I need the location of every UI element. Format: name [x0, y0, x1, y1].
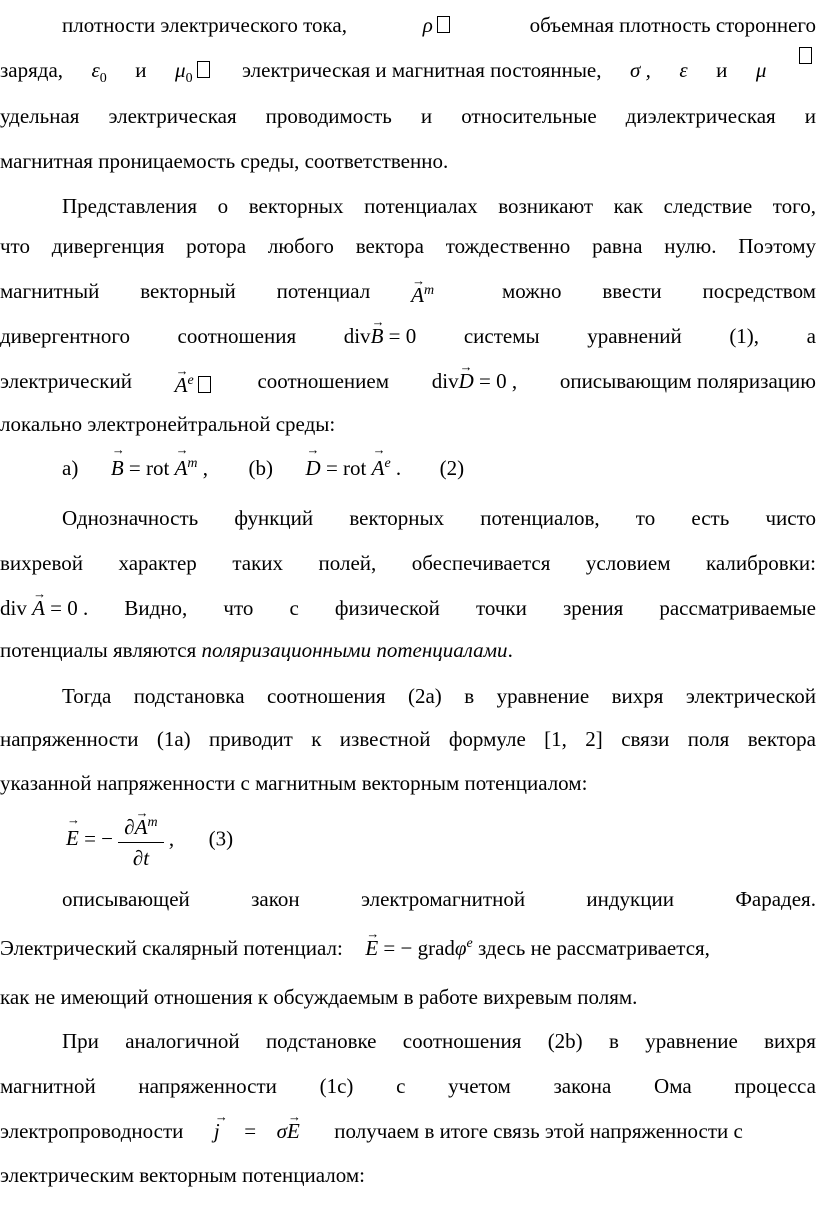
equation-2 — [62, 456, 464, 481]
text-line — [62, 1018, 816, 1064]
text-span: то — [635, 506, 656, 530]
text-line: Представления о векторных потенциалах возникают как следствие того, — [62, 194, 816, 218]
text-span: с — [396, 1074, 406, 1098]
text-line — [0, 47, 816, 93]
vector-symbol: → A — [32, 585, 45, 631]
text-span: вихря — [764, 1029, 816, 1053]
missing-glyph-icon — [198, 376, 211, 393]
text-span: получаем в итоге связь этой напряженности с — [334, 1119, 743, 1143]
vector-symbol: → A — [175, 362, 188, 408]
math-operator: = — [244, 1119, 257, 1143]
text-span: Ома — [654, 1074, 692, 1098]
math-symbol: σ — [276, 1119, 287, 1143]
vector-symbol: → D — [306, 456, 321, 481]
text-span: Фарадея. — [735, 887, 816, 911]
text-span: аналогичной — [125, 1029, 240, 1053]
equation-number: (3) — [208, 826, 234, 851]
text-span: описывающей — [62, 887, 190, 911]
text-line — [0, 585, 816, 631]
text-line — [0, 1063, 816, 1109]
text-span: электропроводности — [0, 1119, 184, 1143]
text-line: Тогда подстановка соотношения (2а) в уравнение вихря электрической — [62, 684, 816, 708]
math-operator: div — [343, 324, 371, 348]
punctuation: , — [202, 456, 209, 480]
missing-glyph-icon — [799, 47, 812, 64]
math-operator: = − — [84, 826, 114, 851]
equation-number: (2) — [439, 456, 465, 480]
partial-symbol: ∂ — [124, 815, 135, 839]
text-span: есть — [691, 506, 730, 530]
math-symbol: μ — [175, 58, 186, 82]
text-line — [0, 313, 816, 359]
text-span: здесь не рассматривается, — [478, 936, 710, 960]
vector-symbol: → B — [111, 456, 124, 481]
math-symbol: σ , — [630, 58, 651, 82]
text-span: напряженности — [138, 1074, 277, 1098]
math-operator: = 0 — [388, 324, 417, 348]
text-line — [0, 1108, 816, 1154]
text-span: потенциалов, — [480, 506, 600, 530]
text-span: соотношения — [402, 1029, 522, 1053]
math-symbol: ε — [679, 58, 688, 82]
text-span: процесса — [734, 1074, 816, 1098]
text-line: напряженности (1а) приводит к известной формуле [1, 2] связи поля вектора — [0, 727, 816, 751]
math-symbol: ε — [91, 58, 100, 82]
fraction-numerator — [118, 808, 163, 843]
equation-label: (b) — [248, 456, 274, 480]
vector-symbol: → j — [214, 1108, 220, 1154]
text-span: и — [135, 58, 147, 82]
missing-glyph-icon — [197, 61, 210, 78]
text-span: (1), — [729, 324, 760, 348]
math-superscript: m — [147, 815, 158, 830]
text-span: дивергентного — [0, 324, 130, 348]
text-span: закона — [553, 1074, 612, 1098]
text-span: Однозначность — [62, 506, 199, 530]
math-subscript: 0 — [99, 71, 107, 87]
text-span: заряда, — [0, 58, 64, 82]
text-line: удельная электрическая проводимость и относительные диэлектрическая и — [0, 104, 816, 128]
math-operator: = 0 , — [479, 369, 518, 393]
math-symbol: ρ — [422, 13, 433, 37]
text-span: и — [716, 58, 728, 82]
text-span: соотношения — [177, 324, 297, 348]
math-symbol: μ — [755, 58, 767, 82]
text-span: рассматриваемые — [659, 596, 816, 620]
punctuation: , — [168, 826, 175, 851]
math-operator: = − grad — [383, 936, 455, 960]
vector-symbol: → A — [175, 456, 188, 481]
text-span: потенциалы являются — [0, 638, 197, 662]
math-operator: = rot — [128, 456, 170, 480]
text-span: плотности электрического тока, — [62, 13, 347, 37]
text-span: посредством — [702, 279, 816, 303]
text-span: с — [289, 596, 299, 620]
text-span: соотношением — [257, 369, 389, 393]
text-span: векторных — [349, 506, 445, 530]
text-line — [62, 495, 816, 541]
italic-text: поляризационными потенциалами — [201, 638, 508, 662]
math-superscript: e — [187, 373, 194, 388]
math-operator: div — [431, 369, 459, 393]
text-line: как не имеющий отношения к обсуждаемым в работе вихревым полям. — [0, 985, 638, 1009]
text-span: описывающим поляризацию — [559, 369, 816, 393]
text-span: При — [62, 1029, 99, 1053]
math-operator: div — [0, 596, 27, 620]
text-span: потенциал — [276, 279, 371, 303]
math-operator: = rot — [325, 456, 367, 480]
text-span: учетом — [448, 1074, 511, 1098]
text-span: уравнение — [645, 1029, 738, 1053]
math-superscript: e — [466, 936, 473, 951]
text-span: зрения — [562, 596, 624, 620]
text-line — [62, 876, 816, 922]
text-span: точки — [476, 596, 527, 620]
math-symbol: φ — [454, 936, 467, 960]
fraction-denominator: ∂t — [132, 846, 150, 870]
text-span: (1c) — [319, 1074, 354, 1098]
text-span: физической — [334, 596, 440, 620]
fraction — [118, 808, 163, 873]
text-line: электрическим векторным потенциалом: — [0, 1163, 365, 1187]
text-line — [62, 2, 816, 48]
vector-symbol: → D — [459, 358, 474, 404]
text-line — [0, 627, 816, 673]
punctuation: . — [395, 456, 402, 480]
text-span: закон — [251, 887, 300, 911]
text-line: вихревой характер таких полей, обеспечивается условием калибровки: — [0, 551, 816, 575]
text-span: электрическая и магнитная постоянные, — [242, 58, 602, 82]
text-span: векторный — [140, 279, 236, 303]
math-subscript: 0 — [185, 71, 193, 87]
text-span: в — [608, 1029, 619, 1053]
text-span: что — [223, 596, 254, 620]
text-span: магнитный — [0, 279, 100, 303]
math-superscript: m — [423, 283, 435, 298]
text-span: индукции — [586, 887, 674, 911]
vector-symbol: → A — [135, 812, 148, 842]
math-superscript: m — [187, 456, 198, 471]
text-line: магнитная проницаемость среды, соответственно. — [0, 149, 449, 173]
text-span: чисто — [765, 506, 816, 530]
equation-label: а) — [62, 456, 79, 480]
text-span: объемная плотность стороннего — [529, 13, 816, 37]
text-span: функций — [234, 506, 314, 530]
text-span: ввести — [602, 279, 662, 303]
equation-3 — [66, 808, 233, 873]
punctuation: . — [507, 638, 513, 662]
text-line — [0, 268, 816, 314]
vector-symbol: → A — [411, 272, 424, 318]
text-span: (2b) — [547, 1029, 583, 1053]
text-span: уравнений — [587, 324, 682, 348]
math-superscript: e — [384, 456, 391, 471]
text-span: Видно, — [124, 596, 188, 620]
text-line: указанной напряженности с магнитным векторным потенциалом: — [0, 771, 588, 795]
text-span: подстановке — [265, 1029, 377, 1053]
math-operator: = 0 . — [50, 596, 89, 620]
text-span: системы — [463, 324, 540, 348]
text-span: а — [806, 324, 816, 348]
vector-symbol: → B — [371, 313, 384, 359]
text-span: Электрический скалярный потенциал: — [0, 936, 343, 960]
text-span: можно — [501, 279, 562, 303]
text-line: локально электронейтральной среды: — [0, 412, 336, 436]
vector-symbol: → E — [287, 1108, 300, 1154]
text-line — [0, 921, 816, 967]
text-span: электрический — [0, 369, 132, 393]
vector-symbol: → E — [66, 826, 79, 851]
vector-symbol: → E — [365, 925, 378, 971]
text-span: электромагнитной — [360, 887, 526, 911]
text-line — [0, 358, 816, 404]
vector-symbol: → A — [372, 456, 385, 481]
text-span: магнитной — [0, 1074, 96, 1098]
text-line: что дивергенция ротора любого вектора тождественно равна нулю. Поэтому — [0, 234, 816, 258]
missing-glyph-icon — [437, 16, 450, 33]
